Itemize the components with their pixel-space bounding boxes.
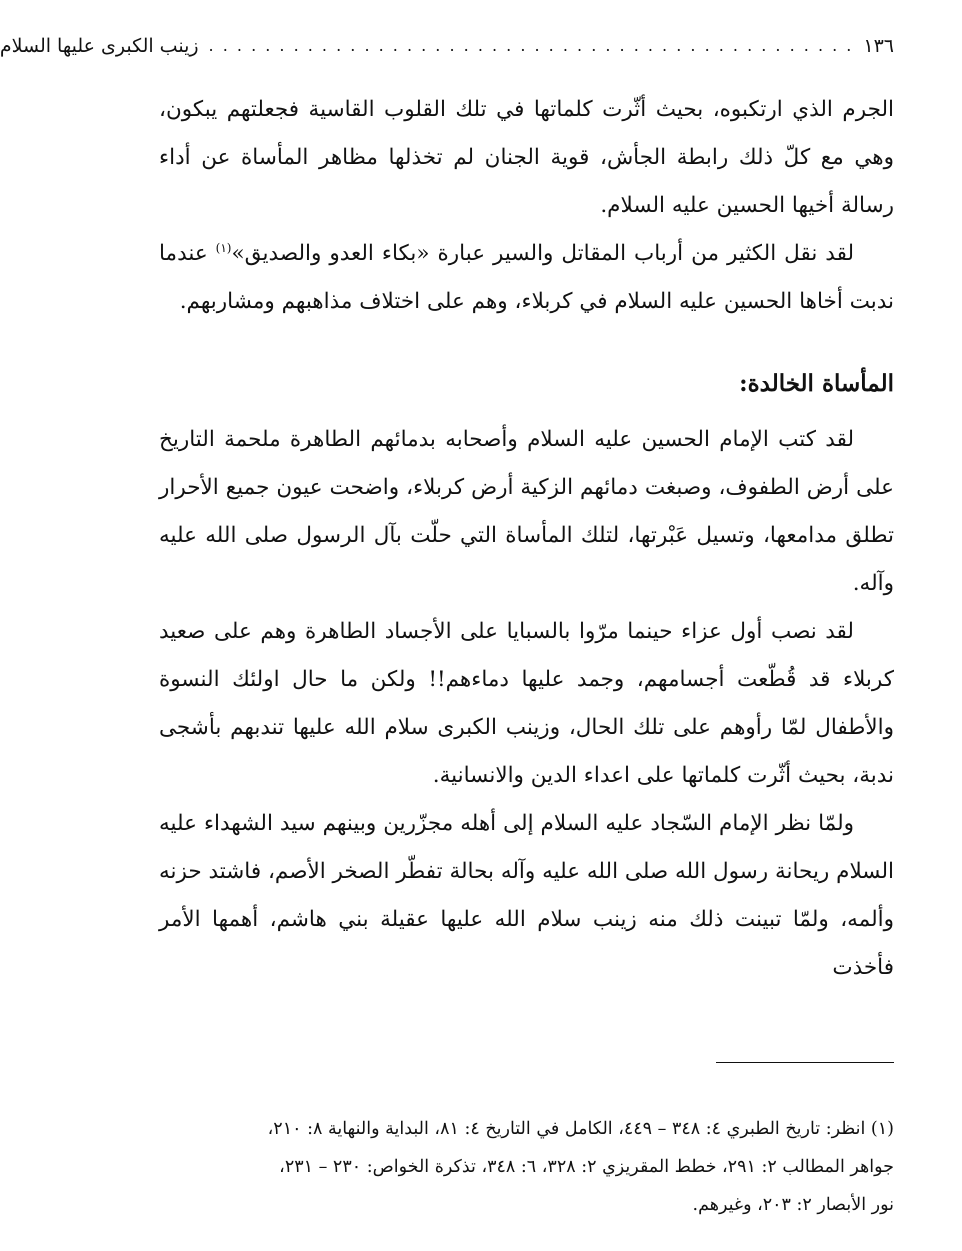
footnote-line-1: (١) انظر: تاريخ الطبري ٤: ٣٤٨ – ٤٤٩، الكامل في التاريخ ٤: ٨١، البداية والنهاية ٨: ٢١٠،: [267, 1119, 894, 1139]
footnote-reference-1: (١): [215, 240, 232, 255]
footnote-separator: [716, 1062, 894, 1063]
footnote-line-3: نور الأبصار ٢: ٢٠٣، وغيرهم.: [692, 1195, 894, 1215]
page-number: ١٣٦: [863, 35, 894, 57]
paragraph-2-text-b: عندما ندبت أخاها الحسين عليه السلام في كربلاء، وهم على اختلاف مذاهبهم ومشاربهم.: [159, 241, 894, 314]
footnote-line-2: جواهر المطالب ٢: ٢٩١، خطط المقريزي ٢: ٣٢٨، ٦: ٣٤٨، تذكرة الخواص: ٢٣٠ – ٢٣١،: [279, 1157, 894, 1177]
section-heading: المأساة الخالدة:: [739, 370, 894, 397]
paragraph-1: الجرم الذي ارتكبوه، بحيث أثّرت كلماتها في تلك القلوب القاسية فجعلتهم يبكون، وهي مع كلّ ذلك رابطة الجأش، قوية الجنان لم تخذلها مظاهر المأساة عن أداء رسالة أخيها الحسين عليه السلام.: [159, 97, 894, 218]
footnotes: [159, 1110, 894, 1224]
paragraph-2: [159, 230, 894, 326]
paragraph-5: ولمّا نظر الإمام السّجاد عليه السلام إلى أهله مجزّرين وبينهم سيد الشهداء عليه السلام ريحانة رسول الله صلى الله عليه وآله بحالة تفطّر الصخر الأصم، فاشتد حزنه وألمه، ولمّا تبينت ذلك منه زينب سلام الله عليها عقيلة بني هاشم، أهمها الأمر فأخذت: [159, 811, 894, 980]
leader-dots: . . . . . . . . . . . . . . . . . . . . . . . . . . . . . . . . . . . . . . . . . . . . . .: [208, 36, 854, 55]
paragraph-3: لقد كتب الإمام الحسين عليه السلام وأصحابه بدمائهم الطاهرة ملحمة التاريخ على أرض الطفوف، وصبغت دمائهم الزكية أرض كربلاء، واضحت عيون جميع الأحرار تطلق مدامعها، وتسيل عَبْرتها، لتلك المأساة التي حلّت بآل الرسول صلى الله عليه وآله.: [159, 427, 894, 596]
running-head: [0, 30, 894, 62]
running-title: زينب الكبرى عليها السلام: [0, 35, 199, 57]
book-page: [0, 30, 894, 1231]
paragraph-4: لقد نصب أول عزاء حينما مرّوا بالسبايا على الأجساد الطاهرة وهم على صعيد كربلاء قد قُطّعت أجسامهم، وجمد عليها دماءهم!! ولكن ما حال اولئك النسوة والأطفال لمّا رأوهم على تلك الحال، وزينب الكبرى سلام الله عليها تندبهم بأشجى ندبة، بحيث أثّرت كلماتها على اعداء الدين والانسانية.: [159, 619, 894, 788]
paragraph-2-text-a: لقد نقل الكثير من أرباب المقاتل والسير عبارة «بكاء العدو والصديق»: [231, 241, 854, 266]
main-text: [159, 86, 894, 992]
